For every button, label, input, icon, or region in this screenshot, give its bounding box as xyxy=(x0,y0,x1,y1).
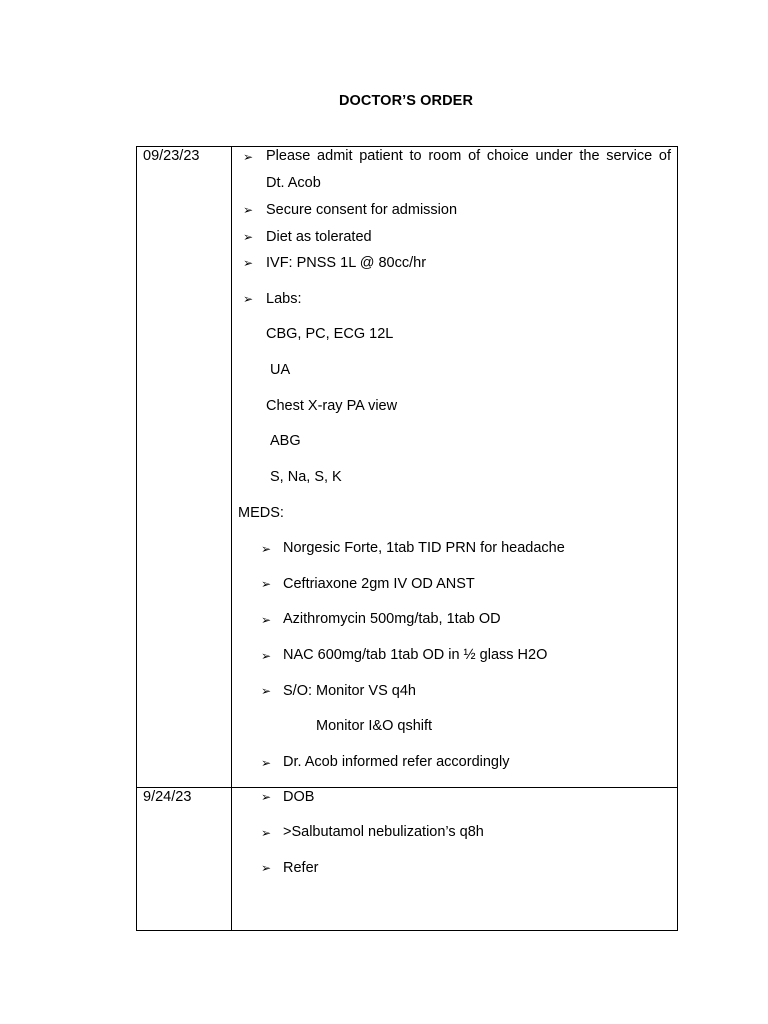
bullet-icon: ➢ xyxy=(261,577,272,591)
med-item: S/O: Monitor VS q4h xyxy=(283,683,416,699)
page-title: DOCTOR’S ORDER xyxy=(338,93,474,109)
order-date: 9/24/23 xyxy=(143,789,192,805)
order-line: DOB xyxy=(283,789,315,805)
order-line: Secure consent for admission xyxy=(266,202,458,218)
order-line: Please admit patient to room of choice under the service of xyxy=(266,148,671,164)
med-item: Norgesic Forte, 1tab TID PRN for headache xyxy=(283,540,565,556)
lab-item: ABG xyxy=(270,433,301,449)
bullet-icon: ➢ xyxy=(243,256,254,270)
bullet-icon: ➢ xyxy=(261,542,272,556)
bullet-icon: ➢ xyxy=(243,292,254,306)
order-line: Refer xyxy=(283,860,319,876)
lab-item: S, Na, S, K xyxy=(270,469,342,485)
bullet-icon: ➢ xyxy=(261,649,272,663)
bullet-icon: ➢ xyxy=(261,826,272,840)
monitor-line: Monitor I&O qshift xyxy=(316,718,433,734)
bullet-icon: ➢ xyxy=(261,861,272,875)
bullet-icon: ➢ xyxy=(243,150,254,164)
order-line: Diet as tolerated xyxy=(266,229,372,245)
med-item: Azithromycin 500mg/tab, 1tab OD xyxy=(283,611,501,627)
bullet-icon: ➢ xyxy=(261,756,272,770)
order-line: Dr. Acob informed refer accordingly xyxy=(283,754,510,770)
bullet-icon: ➢ xyxy=(261,684,272,698)
lab-item: Chest X-ray PA view xyxy=(266,398,398,414)
bullet-icon: ➢ xyxy=(243,203,254,217)
row-divider xyxy=(136,787,678,788)
lab-item: UA xyxy=(270,362,291,378)
order-line: IVF: PNSS 1L @ 80cc/hr xyxy=(266,255,427,271)
order-date: 09/23/23 xyxy=(143,148,200,164)
bullet-icon: ➢ xyxy=(261,790,272,804)
bullet-icon: ➢ xyxy=(243,230,254,244)
order-line: Labs: xyxy=(266,291,302,307)
order-line: >Salbutamol nebulization’s q8h xyxy=(283,824,484,840)
lab-item: CBG, PC, ECG 12L xyxy=(266,326,394,342)
order-line: Dt. Acob xyxy=(266,175,321,191)
med-item: NAC 600mg/tab 1tab OD in ½ glass H2O xyxy=(283,647,548,663)
date-column-divider xyxy=(231,146,232,931)
med-item: Ceftriaxone 2gm IV OD ANST xyxy=(283,576,475,592)
meds-heading: MEDS: xyxy=(238,505,284,521)
bullet-icon: ➢ xyxy=(261,613,272,627)
